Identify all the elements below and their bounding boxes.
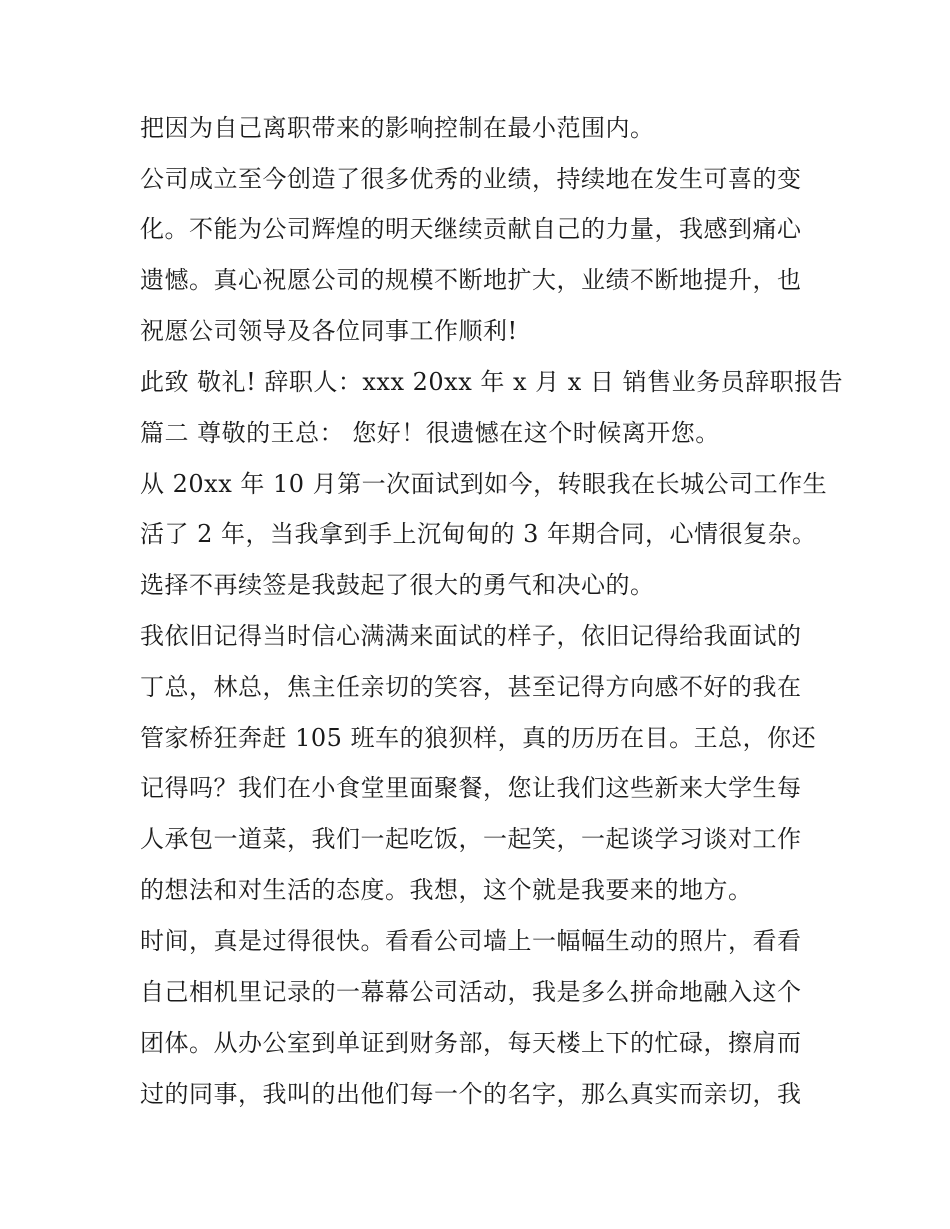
text-line: 从 20xx 年 10 月第一次面试到如今，转眼我在长城公司工作生	[140, 470, 828, 498]
text-line: 祝愿公司领导及各位同事工作顺利!	[140, 317, 518, 345]
text-line: 化。不能为公司辉煌的明天继续贡献自己的力量，我感到痛心	[140, 215, 802, 243]
text-line: 此致 敬礼! 辞职人：xxx 20xx 年 x 月 x 日 销售业务员辞职报告	[140, 368, 844, 396]
text-line: 把因为自己离职带来的影响控制在最小范围内。	[140, 114, 655, 142]
text-line: 我依旧记得当时信心满满来面试的样子，依旧记得给我面试的	[140, 622, 802, 650]
text-line: 记得吗？我们在小食堂里面聚餐，您让我们这些新来大学生每	[140, 774, 802, 802]
text-line: 自己相机里记录的一幕幕公司活动，我是多么拼命地融入这个	[140, 978, 802, 1006]
text-line: 人承包一道菜，我们一起吃饭，一起笑，一起谈学习谈对工作	[140, 825, 802, 853]
text-line: 的想法和对生活的态度。我想，这个就是我要来的地方。	[140, 876, 753, 904]
text-line: 丁总，林总，焦主任亲切的笑容，甚至记得方向感不好的我在	[140, 673, 802, 701]
text-line: 活了 2 年，当我拿到手上沉甸甸的 3 年期合同，心情很复杂。	[140, 520, 817, 548]
text-line: 过的同事，我叫的出他们每一个的名字，那么真实而亲切，我	[140, 1080, 802, 1108]
text-line: 时间，真是过得很快。看看公司墙上一幅幅生动的照片，看看	[140, 927, 802, 955]
text-line: 选择不再续签是我鼓起了很大的勇气和决心的。	[140, 571, 655, 599]
text-line: 遗憾。真心祝愿公司的规模不断地扩大，业绩不断地提升，也	[140, 266, 802, 294]
text-line: 管家桥狂奔赶 105 班车的狼狈样，真的历历在目。王总，你还	[140, 724, 817, 752]
text-line: 篇二 尊敬的王总： 您好！很遗憾在这个时候离开您。	[140, 419, 720, 447]
text-line: 团体。从办公室到单证到财务部，每天楼上下的忙碌，擦肩而	[140, 1029, 802, 1057]
text-line: 公司成立至今创造了很多优秀的业绩，持续地在发生可喜的变	[140, 165, 802, 193]
